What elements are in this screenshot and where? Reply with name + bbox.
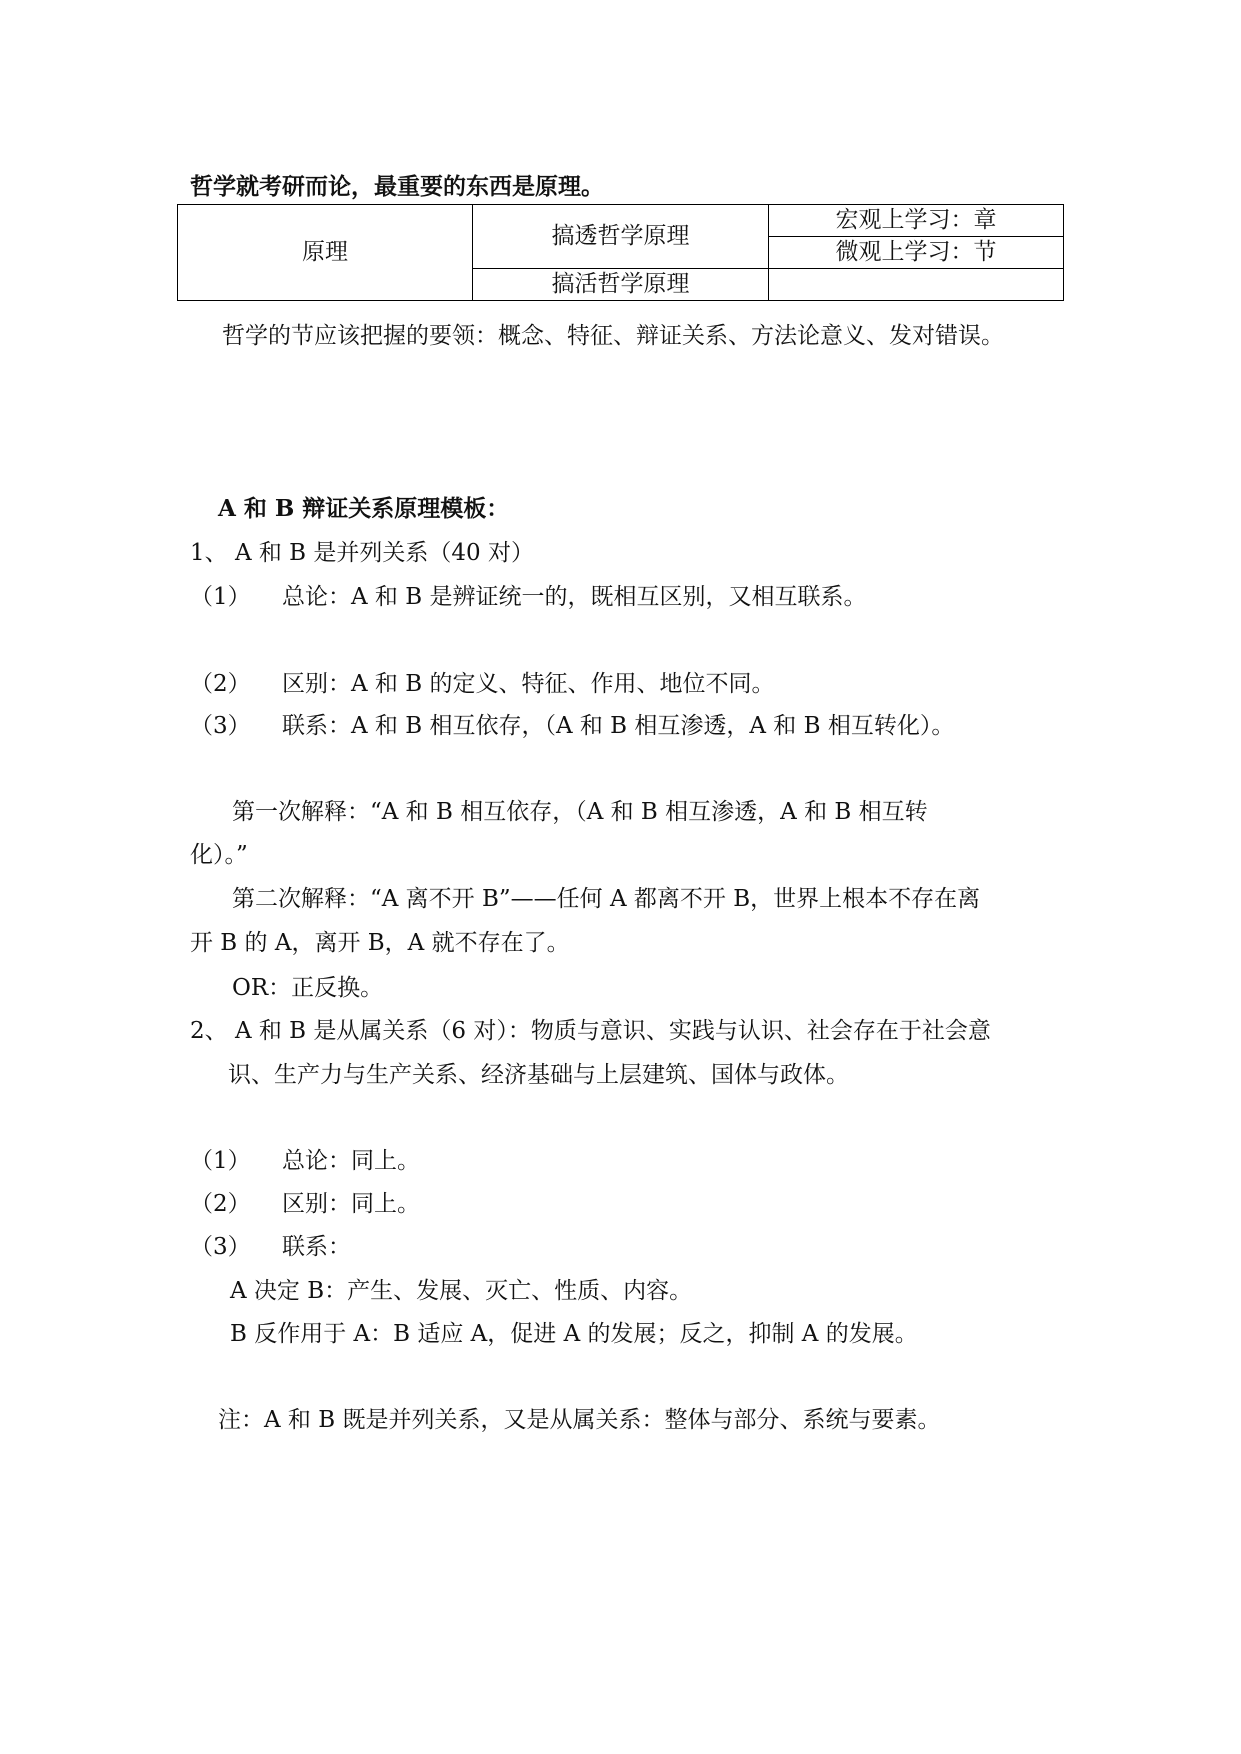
sec1-item-3 — [190, 711, 954, 741]
cell-thorough: 搞透哲学原理 — [473, 205, 769, 269]
cell-micro: 微观上学习：节 — [769, 237, 1064, 269]
sec2-title-line1: 2、 A 和 B 是从属关系（6 对）：物质与意识、实践与认识、社会存在于社会意 — [190, 1018, 991, 1044]
principle-table — [177, 204, 1064, 301]
sec2-item-2 — [190, 1189, 420, 1219]
item-number: （1） — [190, 584, 251, 610]
sec1-title: 1、 A 和 B 是并列关系（40 对） — [190, 540, 534, 566]
a-decides-b: A 决定 B：产生、发展、灭亡、性质、内容。 — [230, 1278, 693, 1304]
item-text: 总论：同上。 — [282, 1148, 420, 1174]
item-number: （2） — [190, 671, 251, 697]
item-number: （2） — [190, 1191, 251, 1217]
second-explanation-line2: 开 B 的 A，离开 B，A 就不存在了。 — [190, 930, 570, 956]
sec1-item-1 — [190, 582, 866, 612]
cell-flexible: 搞活哲学原理 — [473, 269, 769, 301]
item-number: （3） — [190, 1234, 251, 1260]
item-text: 区别：同上。 — [282, 1191, 420, 1217]
item-text: 总论：A 和 B 是辨证统一的，既相互区别，又相互联系。 — [282, 584, 867, 610]
cell-empty — [769, 269, 1064, 301]
item-text: 区别：A 和 B 的定义、特征、作用、地位不同。 — [282, 671, 775, 697]
first-explanation-line1: 第一次解释：“A 和 B 相互依存，（A 和 B 相互渗透，A 和 B 相互转 — [232, 799, 928, 825]
sec2-title-line2: 识、生产力与生产关系、经济基础与上层建筑、国体与政体。 — [228, 1062, 849, 1088]
template-title: A 和 B 辩证关系原理模板： — [218, 495, 510, 522]
item-text: 联系：A 和 B 相互依存，（A 和 B 相互渗透，A 和 B 相互转化）。 — [282, 713, 955, 739]
item-text: 联系： — [282, 1234, 351, 1260]
item-number: （1） — [190, 1148, 251, 1174]
footnote: 注：A 和 B 既是并列关系，又是从属关系：整体与部分、系统与要素。 — [218, 1407, 941, 1433]
intro-paragraph: 哲学的节应该把握的要领：概念、特征、辩证关系、方法论意义、发对错误。 — [222, 323, 1004, 349]
or-note: OR：正反换。 — [232, 975, 384, 1001]
item-number: （3） — [190, 713, 251, 739]
sec2-item-1 — [190, 1146, 420, 1176]
page-heading: 哲学就考研而论，最重要的东西是原理。 — [190, 173, 604, 200]
cell-macro: 宏观上学习：章 — [769, 205, 1064, 237]
first-explanation-line2: 化）。” — [190, 842, 248, 868]
sec2-item-3 — [190, 1232, 351, 1262]
b-reacts-on-a: B 反作用于 A：B 适应 A，促进 A 的发展；反之，抑制 A 的发展。 — [230, 1321, 918, 1347]
cell-principle: 原理 — [178, 205, 473, 301]
sec1-item-2 — [190, 669, 774, 699]
second-explanation-line1: 第二次解释：“A 离不开 B”——任何 A 都离不开 B，世界上根本不存在离 — [232, 886, 981, 912]
